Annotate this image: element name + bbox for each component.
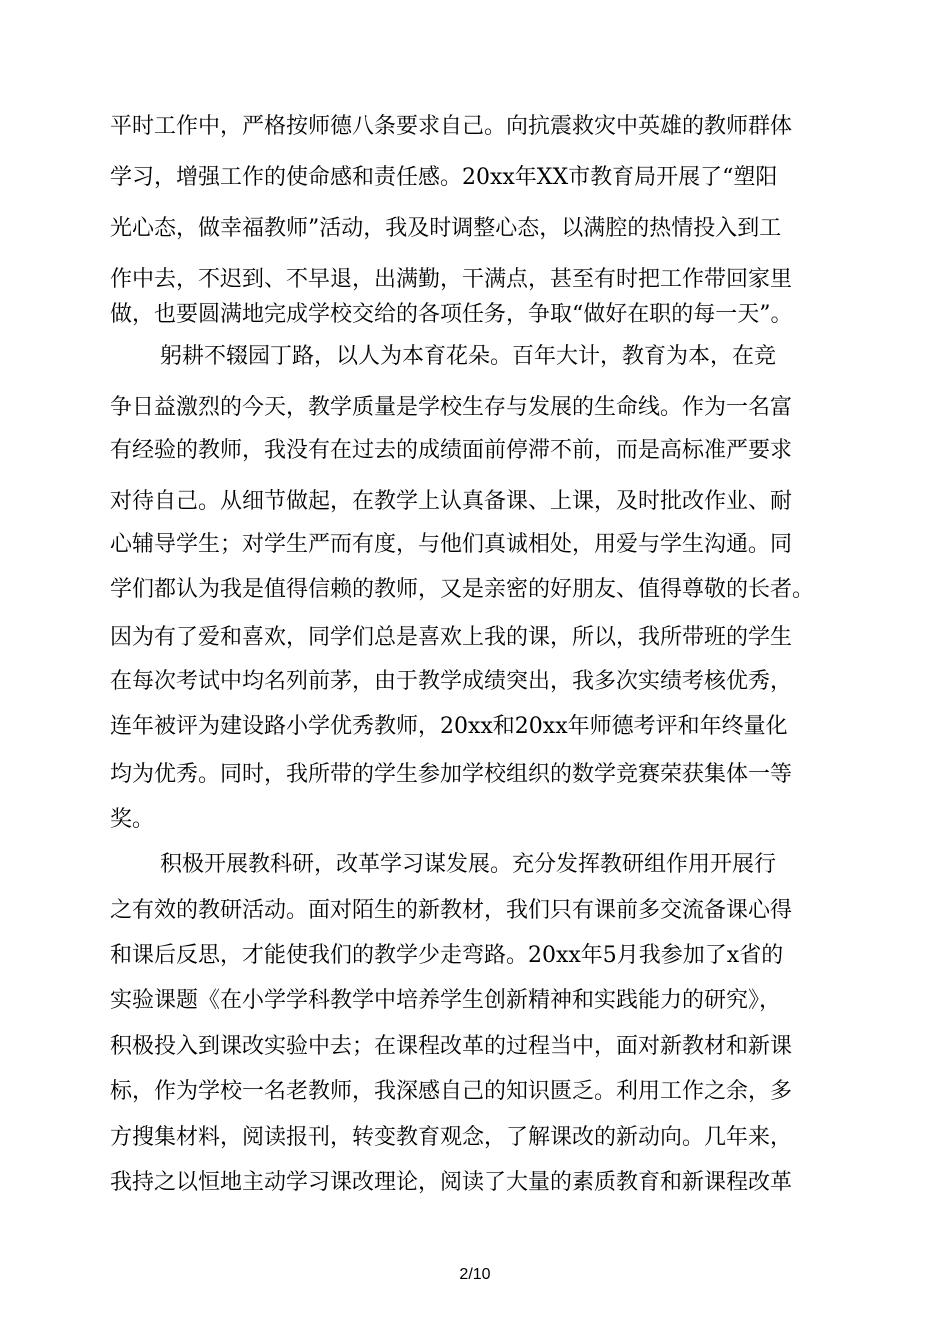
paragraph-1-line-2: 学习，增强工作的使命感和责任感。20xx年XX市教育局开展了“塑阳 xyxy=(110,165,778,190)
paragraph-2-line-2: 争日益激烈的今天，教学质量是学校生存与发展的生命线。作为一名富 xyxy=(110,395,793,420)
paragraph-1-line-4: 作中去，不迟到、不早退，出满勤，干满点，甚至有时把工作带回家里 xyxy=(110,267,793,292)
paragraph-2-line-1: 躬耕不辍园丁路，以人为本育花朵。百年大计，教育为本，在竞 xyxy=(160,344,777,369)
paragraph-3-line-1: 积极开展教科研，改革学习谋发展。充分发挥教研组作用开展行 xyxy=(160,852,777,877)
paragraph-2-line-11: 奖。 xyxy=(110,807,155,832)
paragraph-2-line-4: 对待自己。从细节做起，在教学上认真备课、上课，及时批改作业、耐 xyxy=(110,489,793,514)
paragraph-3-line-7: 方搜集材料，阅读报刊，转变教育观念，了解课改的新动向。几年来， xyxy=(110,1125,793,1150)
paragraph-1-line-5: 做，也要圆满地完成学校交给的各项任务，争取“做好在职的每一天”。 xyxy=(110,302,793,327)
paragraph-3-line-2: 之有效的教研活动。面对陌生的新教材，我们只有课前多交流备课心得 xyxy=(110,898,793,923)
paragraph-1-line-3: 光心态，做幸福教师”活动，我及时调整心态，以满腔的热情投入到工 xyxy=(110,216,782,241)
paragraph-2-line-3: 有经验的教师，我没有在过去的成绩面前停滞不前，而是高标准严要求 xyxy=(110,438,793,463)
paragraph-2-line-9: 连年被评为建设路小学优秀教师，20xx和20xx年师德考评和年终量化 xyxy=(110,714,788,739)
page-number: 2/10 xyxy=(459,1266,491,1283)
paragraph-3-line-4: 实验课题《在小学学科教学中培养学生创新精神和实践能力的研究》， xyxy=(110,988,782,1013)
paragraph-3-line-8: 我持之以恒地主动学习课改理论，阅读了大量的素质教育和新课程改革 xyxy=(110,1170,793,1195)
paragraph-2-line-8: 在每次考试中均名列前茅，由于教学成绩突出，我多次实绩考核优秀， xyxy=(110,669,793,694)
paragraph-2-line-5: 心辅导学生；对学生严而有度，与他们真诚相处，用爱与学生沟通。同 xyxy=(110,532,793,557)
paragraph-2-line-7: 因为有了爱和喜欢，同学们总是喜欢上我的课，所以，我所带班的学生 xyxy=(110,625,793,650)
paragraph-3-line-6: 标，作为学校一名老教师，我深感自己的知识匮乏。利用工作之余，多 xyxy=(110,1079,793,1104)
paragraph-3-line-3: 和课后反思，才能使我们的教学少走弯路。20xx年5月我参加了x省的 xyxy=(110,943,784,968)
paragraph-3-line-5: 积极投入到课改实验中去；在课程改革的过程当中，面对新教材和新课 xyxy=(110,1034,793,1059)
paragraph-2-line-10: 均为优秀。同时，我所带的学生参加学校组织的数学竞赛荣获集体一等 xyxy=(110,762,793,787)
paragraph-1-line-1: 平时工作中，严格按师德八条要求自己。向抗震救灾中英雄的教师群体 xyxy=(110,114,793,139)
paragraph-2-line-6: 学们都认为我是值得信赖的教师，又是亲密的好朋友、值得尊敬的长者。 xyxy=(110,577,815,602)
